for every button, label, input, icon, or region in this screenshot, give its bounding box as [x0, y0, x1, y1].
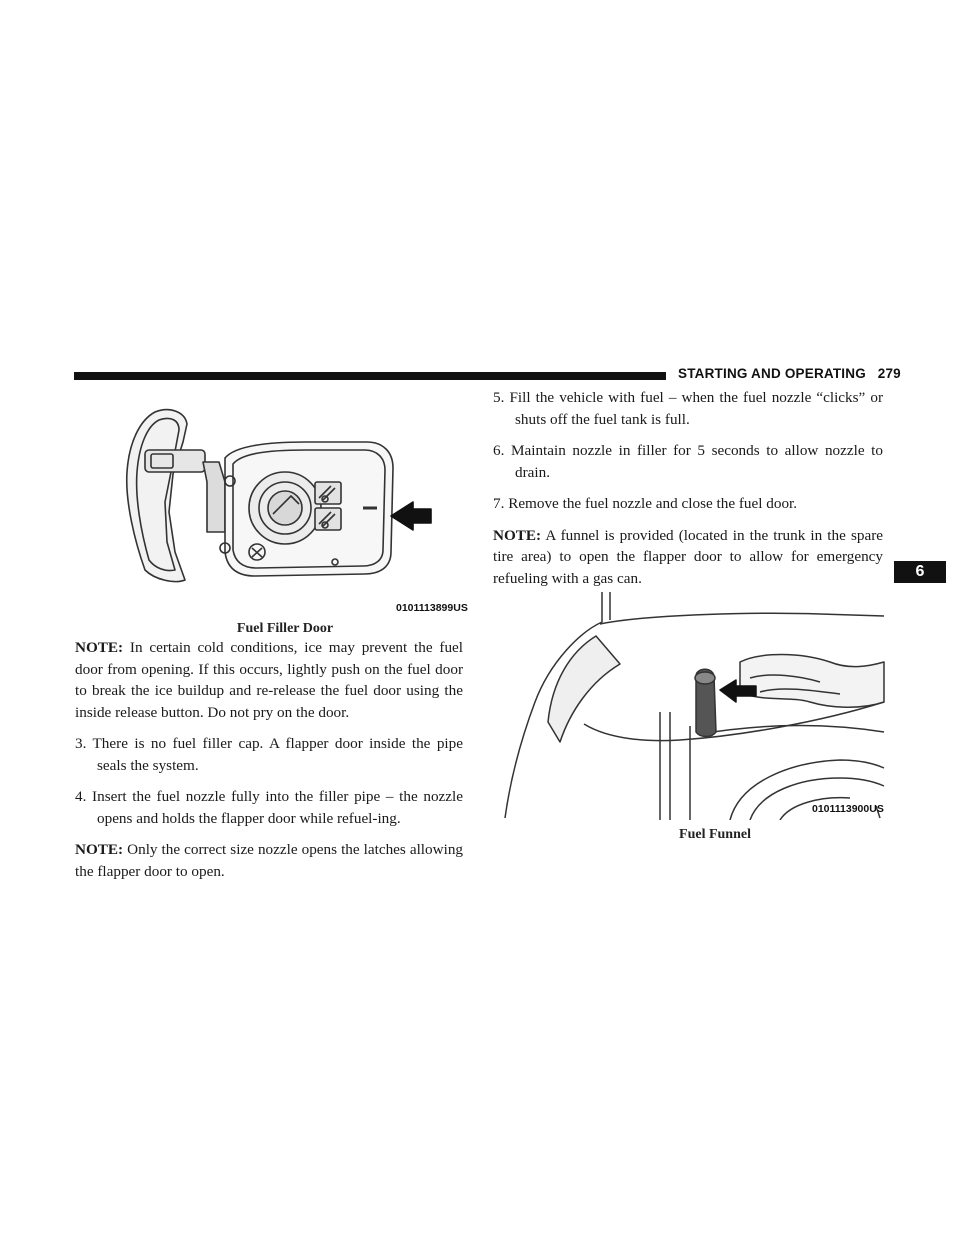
- figure-caption: Fuel Filler Door: [236, 621, 334, 636]
- note-paragraph: [75, 839, 463, 882]
- note-text: A funnel is provided (located in the trunk in the spare tire area) to open the flapper door to allow for emergency refueling with a gas can.: [493, 526, 883, 587]
- figure-caption: Fuel Funnel: [679, 827, 751, 842]
- note-text: In certain cold conditions, ice may prevent the fuel door from opening. If this occurs, lightly push on the fuel door to break the ice buildup and re-release the fuel door using the inside release button. Do not pry on the door.: [75, 639, 463, 721]
- figure-id: 0101113900US: [812, 803, 884, 815]
- figure-id: 0101113899US: [396, 602, 468, 614]
- note-paragraph: [75, 637, 463, 723]
- right-column: [493, 387, 883, 599]
- chapter-tab: 6: [894, 561, 946, 583]
- running-header: [678, 366, 901, 381]
- step-item: 4. Insert the fuel nozzle fully into the filler pipe – the nozzle opens and holds the flapper door while refuel-ing.: [75, 788, 463, 827]
- step-item: 3. There is no fuel filler cap. A flapper door inside the pipe seals the system.: [75, 735, 463, 774]
- note-paragraph: [493, 525, 883, 590]
- page-number: 279: [877, 366, 901, 381]
- fuel-funnel-illustration: [500, 592, 885, 820]
- note-label: NOTE:: [75, 639, 124, 656]
- note-text: Only the correct size nozzle opens the latches allowing the flapper door to open.: [75, 841, 464, 880]
- step-item: 5. Fill the vehicle with fuel – when the fuel nozzle “clicks” or shuts off the fuel tank is full.: [493, 389, 883, 428]
- note-label: NOTE:: [493, 526, 542, 544]
- step-item: 6. Maintain nozzle in filler for 5 seconds to allow nozzle to drain.: [493, 442, 883, 481]
- fuel-filler-door-illustration: [115, 402, 475, 616]
- header-rule: [74, 372, 666, 380]
- step-item: 7. Remove the fuel nozzle and close the fuel door.: [493, 495, 798, 512]
- left-column: [75, 637, 463, 892]
- section-title: STARTING AND OPERATING: [678, 366, 866, 381]
- note-label: NOTE:: [75, 841, 124, 858]
